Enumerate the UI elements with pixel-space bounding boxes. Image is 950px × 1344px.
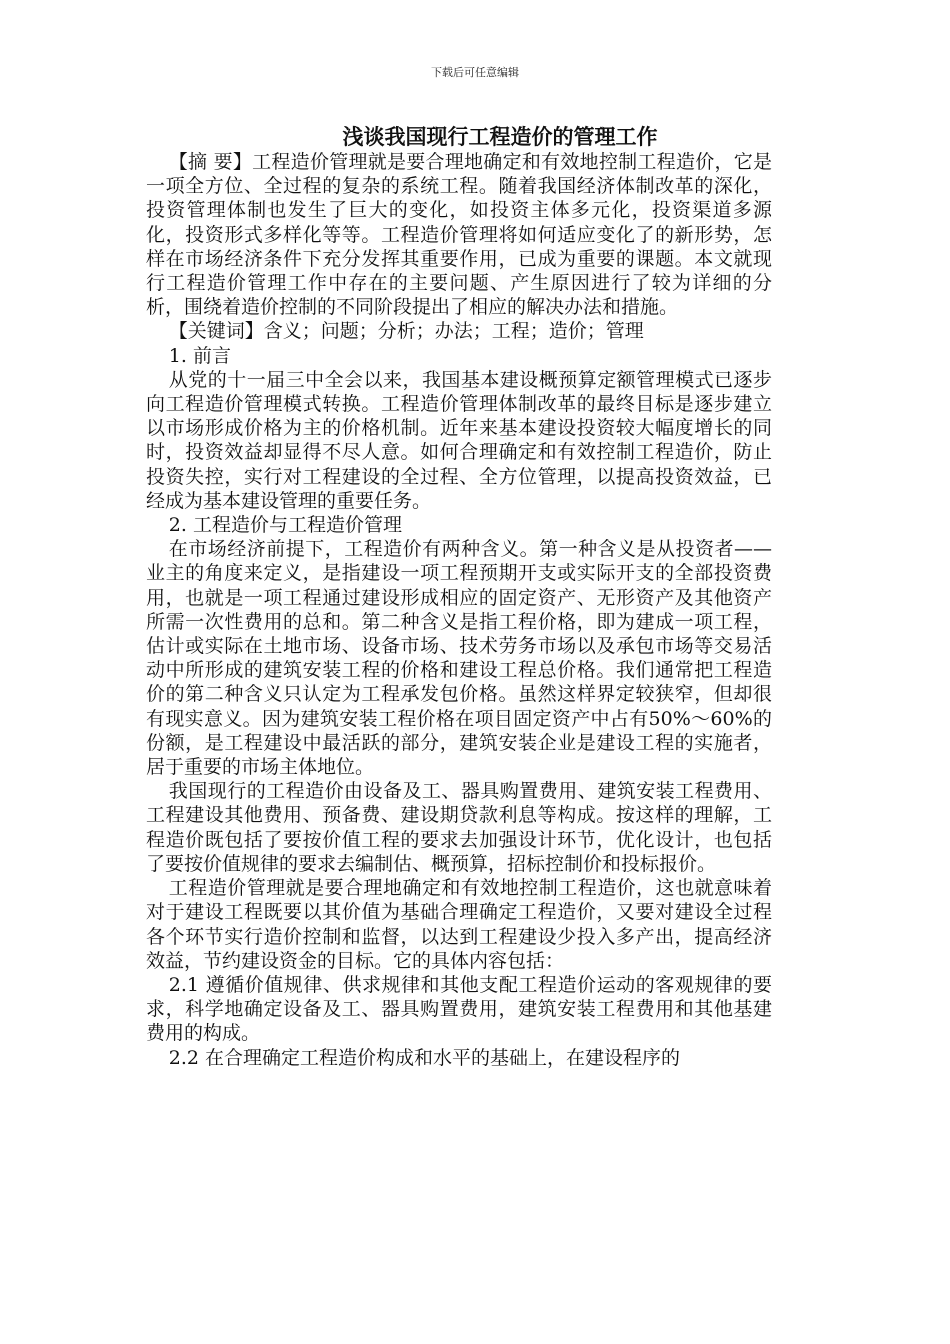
section-heading-1: 1. 前言 [168,344,231,367]
document-title: 浅谈我国现行工程造价的管理工作 [342,124,658,149]
subsection-paragraph-2-2: 2.2 在合理确定工程造价构成和水平的基础上，在建设程序的 [168,1046,681,1069]
subsection-paragraph-2-1: 2.1 遵循价值规律、供求规律和其他支配工程造价运动的客观规律的要求，科学地确定设备及工、器具购置费用，建筑安装工程费用和其他基建费用的构成。 [146,973,772,1045]
keywords-paragraph: 【关键词】含义；问题；分析；办法；工程；造价；管理 [168,320,644,343]
body-paragraph: 从党的十一届三中全会以来，我国基本建设概预算定额管理模式已逐步向工程造价管理模式转换。工程造价管理体制改革的最终目标是逐步建立以市场形成价格为主的价格机制。近年来基本建设投资较大幅度增长的同时，投资效益却显得不尽人意。如何合理确定和有效控制工程造价，防止投资失控，实行对工程建设的全过程、全方位管理，以提高投资效益，已经成为基本建设管理的重要任务。 [146,368,772,512]
body-paragraph: 我国现行的工程造价由设备及工、器具购置费用、建筑安装工程费用、工程建设其他费用、预备费、建设期贷款利息等构成。按这样的理解，工程造价既包括了要按价值工程的要求去加强设计环节，优化设计，也包括了要按价值规律的要求去编制估、概预算，招标控制价和投标报价。 [146,780,772,875]
document-body [146,150,772,1070]
body-paragraph: 在市场经济前提下，工程造价有两种含义。第一种含义是从投资者——业主的角度来定义，是指建设一项工程预期开支或实际开支的全部投资费用，也就是一项工程通过建设形成相应的固定资产、无形资产及其他资产所需一次性费用的总和。第二种含义是指工程价格，即为建成一项工程，估计或实际在土地市场、设备市场、技术劳务市场以及承包市场等交易活动中所形成的建筑安装工程的价格和建设工程总价格。我们通常把工程造价的第二种含义只认定为工程承发包价格。虽然这样界定较狭窄，但却很有现实意义。因为建筑安装工程价格在项目固定资产中占有50%～60%的份额，是工程建设中最活跃的部分，建筑安装企业是建设工程的实施者，居于重要的市场主体地位。 [146,538,772,779]
body-paragraph: 工程造价管理就是要合理地确定和有效地控制工程造价，这也就意味着对于建设工程既要以其价值为基础合理确定工程造价，又要对建设全过程各个环节实行造价控制和监督，以达到工程建设少投入多产出，提高经济效益，节约建设资金的目标。它的具体内容包括： [146,877,772,972]
abstract-paragraph: 【摘 要】工程造价管理就是要合理地确定和有效地控制工程造价，它是一项全方位、全过程的复杂的系统工程。随着我国经济体制改革的深化，投资管理体制也发生了巨大的变化，如投资主体多元化，投资渠道多源化，投资形式多样化等等。工程造价管理将如何适应变化了的新形势，怎样在市场经济条件下充分发挥其重要作用，已成为重要的课题。本文就现行工程造价管理工作中存在的主要问题、产生原因进行了较为详细的分析，围绕着造价控制的不同阶段提出了相应的解决办法和措施。 [146,151,772,319]
header-note: 下载后可任意编辑 [431,66,519,79]
section-heading-2: 2. 工程造价与工程造价管理 [168,514,402,537]
